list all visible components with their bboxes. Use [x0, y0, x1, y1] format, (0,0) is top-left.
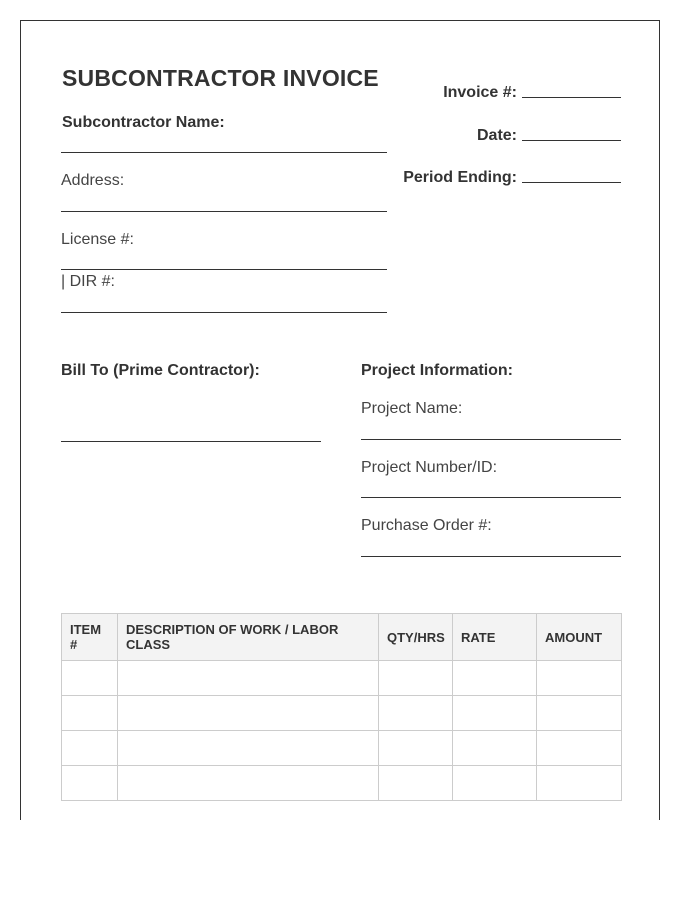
- bill-to-field[interactable]: [61, 441, 321, 442]
- line-items-table: [61, 613, 622, 801]
- description-cell[interactable]: [118, 696, 379, 731]
- table-row: [62, 696, 622, 731]
- table-row: [62, 661, 622, 696]
- rate-cell[interactable]: [453, 696, 537, 731]
- date-label: Date:: [476, 127, 517, 144]
- subcontractor-name-label: Subcontractor Name:: [62, 114, 225, 131]
- subcontractor-name-field[interactable]: [61, 152, 387, 153]
- column-header-qty-hrs: QTY/HRS: [379, 614, 453, 661]
- rate-cell[interactable]: [453, 661, 537, 696]
- project-number-field[interactable]: [361, 497, 621, 498]
- invoice-number-field[interactable]: [522, 97, 621, 98]
- column-header-amount: AMOUNT: [537, 614, 622, 661]
- rate-cell[interactable]: [453, 731, 537, 766]
- invoice-number-label: Invoice #:: [443, 84, 517, 101]
- project-number-label: Project Number/ID:: [361, 459, 498, 476]
- purchase-order-field[interactable]: [361, 556, 621, 557]
- rate-cell[interactable]: [453, 766, 537, 801]
- invoice-sheet: [20, 20, 660, 820]
- amount-cell[interactable]: [537, 661, 622, 696]
- table-header-row: [62, 614, 622, 661]
- amount-cell[interactable]: [537, 766, 622, 801]
- period-ending-field[interactable]: [522, 182, 621, 183]
- address-label: Address:: [61, 172, 125, 189]
- period-ending-label: Period Ending:: [403, 169, 517, 186]
- date-field[interactable]: [522, 140, 621, 141]
- dir-field[interactable]: [61, 312, 387, 313]
- project-name-field[interactable]: [361, 439, 621, 440]
- invoice-title: SUBCONTRACTOR INVOICE: [62, 65, 379, 91]
- project-name-label: Project Name:: [361, 400, 463, 417]
- qty-hrs-cell[interactable]: [379, 696, 453, 731]
- column-header-item: ITEM #: [62, 614, 118, 661]
- license-field[interactable]: [61, 269, 387, 270]
- table-row: [62, 766, 622, 801]
- item-cell[interactable]: [62, 696, 118, 731]
- column-header-rate: RATE: [453, 614, 537, 661]
- description-cell[interactable]: [118, 661, 379, 696]
- item-cell[interactable]: [62, 661, 118, 696]
- description-cell[interactable]: [118, 731, 379, 766]
- item-cell[interactable]: [62, 766, 118, 801]
- table-row: [62, 731, 622, 766]
- qty-hrs-cell[interactable]: [379, 661, 453, 696]
- qty-hrs-cell[interactable]: [379, 766, 453, 801]
- purchase-order-label: Purchase Order #:: [361, 517, 492, 534]
- license-label: License #:: [61, 231, 134, 248]
- bill-to-label: Bill To (Prime Contractor):: [61, 362, 260, 379]
- address-field[interactable]: [61, 211, 387, 212]
- item-cell[interactable]: [62, 731, 118, 766]
- project-info-heading: Project Information:: [361, 362, 514, 379]
- column-header-description: DESCRIPTION OF WORK / LABOR CLASS: [118, 614, 379, 661]
- dir-label: | DIR #:: [61, 273, 115, 290]
- qty-hrs-cell[interactable]: [379, 731, 453, 766]
- amount-cell[interactable]: [537, 696, 622, 731]
- description-cell[interactable]: [118, 766, 379, 801]
- amount-cell[interactable]: [537, 731, 622, 766]
